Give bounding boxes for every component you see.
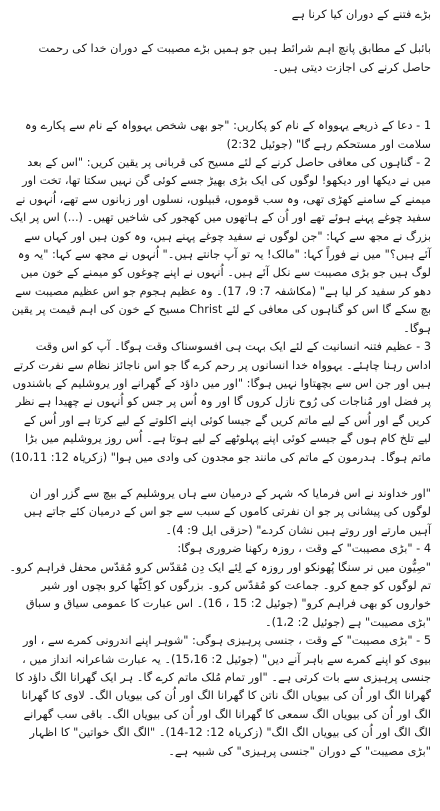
- paragraph-fasting-heading: 4 - "بڑی مصیبت" کے وقت ، روزہ رکھنا ضروری ہوگا:: [177, 542, 431, 556]
- intro-paragraph: بائبل کے مطابق پانچ اہم شرائط ہیں جو ہمیں بڑے مصیبت کے دوران خدا کی رحمت حاصل کرنے کی اجازت دیتی ہیں۔: [38, 42, 431, 74]
- paragraph-mourning: 3 - عظیم فتنہ انسانیت کے لئے ایک بہت ہی افسوسناک وقت ہوگا۔ آپ کو اس وقت اداس رہنا چاہئے۔ یہوواہ خدا انسانوں پر رحم کرے گا جو اس ناجائز نظام سے نفرت کرتے ہیں اور جن اس سے بچھتاوا نہیں ہوگا: "اور میں داؤد کے گھرانے اور یروشلیم کے باشندوں پر فضل اور مُناجات کی رُوح نازل کروں گا اور وہ اُس پر جس کو اُنہوں نے چھیدا ہے نظر کریں گے اور اُس کے لیے ماتم کریں گے جیسا کوئی اپنے اکلوتے کے لیے کرتا ہے اور اُس کے لیے تلخ کام ہوں گے جیسے کوئی اپنے پہلوٹھے کے لیے ہوتا ہے۔ اُس روز یروشلیم میں بڑا ماتم ہوگا۔ ہدرمون کے ماتم کی مانند جو مجدون کی وادی میں ہوا" (زکریاہ 12: 10،11): [10, 340, 431, 464]
- paragraph-fasting-quote: "صِیُّون میں نر سنگا پُھونکو اور روزہ کے لِئے ایک دِن مُقدّس کرو مُقدّس محفل فراہم کرو۔ تم لوگوں کو جمع کرو۔ جماعت کو مُقدّس کرو۔ بزرگوں کو اِکٹّھا کرو بچوں اور شیر خواروں کو بھی فراہم کرو" (جوئیل 2: 15 ، 16)۔ اس عبارت کا عمومی سیاق و سباق "بڑی مصیبت" ہے (جوئیل 2: 1،2)۔: [9, 560, 431, 629]
- paragraph-forgiveness: 2 - گناہوں کی معافی حاصل کرنے کے لئے مسیح کی قربانی پر یقین کریں: "اس کے بعد میں نے دیکھا اور دیکھو! لوگوں کی ایک بڑی بھیڑ جسے کوئی گن نہیں سکتا تھا، تخت اور میمنے کے سامنے کھڑی تھی، وہ سب قوموں، قبیلوں، نسلوں اور زبانوں سے تھے، اُنہوں نے سفید چوغے پہنے ہوئے تھے اور اُن کے ہاتھوں میں کھجور کی شاخیں تھیں۔ (...) اس پر ایک بزرگ نے مجھ سے کہا: "جن لوگوں نے سفید چوغے پہنے ہیں، وہ کون ہیں اور کہاں سے آئے ہیں؟" میں نے فوراً کہا: "مالک! یہ تو آپ جانتے ہیں۔" اُنہوں نے مجھ سے کہا: "یہ وہ لوگ ہیں جو بڑی مصیبت سے نکل آئے ہیں۔ اُنہوں نے اپنے چوغوں کو میمنے کے خون میں دھو کر سفید کر لیا ہے" (مکاشفہ 7: 9، 17)۔ وہ عظیم ہجوم جو اس عظیم مصیبت سے بچ سکے گا اس کو گناہوں کی معافی کے لئے Christ مسیح کے خون کی اہم قیمت پر یقین ہوگا۔: [9, 156, 431, 335]
- paragraph-spacer: [9, 467, 431, 485]
- paragraph-prayer: 1 - دعا کے ذریعے یہوواہ کے نام کو پکاریں: "جو بھی شخص یہوواہ کے نام سے پکارے وہ سلامت اور مستحکم رہے گا" (جوئیل 2:32): [24, 119, 431, 151]
- paragraph-abstinence: 5 - "بڑی مصیبت" کے وقت ، جنسی پرہیزی ہوگی: "شوہر اپنے اندرونی کمرے سے ، اور بیوی کو اپنے کمرے سے باہر آنے دیں" (جوئیل 2: 15،16)۔ یہ عبارت شاعرانہ انداز میں ، جنسی پرہیزی سے بات کرتی ہے۔ "اور تمام مُلک ماتم کرے گا۔ ہر ایک گھرانا الگ داؤد کا گھرانا الگ اور اُن کی بیویاں الگ ناتن کا گھرانا الگ اور اُن کی بیویاں الگ۔ لاوی کا گھرانا الگ اور اُن کی بیویاں الگ سمعی کا گھرانا الگ اور اُن کی بیویاں الگ۔ باقی سب گھرانے الگ الگ اور اُن کی بیویاں الگ الگ" (زکریاہ 12: 12-14)۔ "الگ الگ خواتین" کا اظہار "بڑی مصیبت" کے دوران "جنسی پرہیزی" کی شبیہ ہے۔: [15, 634, 431, 758]
- paragraph-ezekiel-quote: "اور خداوند نے اس فرمایا کہ شہر کے درمیان سے ہاں یروشلیم کے بیچ سے گزر اور ان لوگوں کی پیشانی پر جو ان نفرتی کاموں کے سبب سے جو اس کے درمیان کئے جاتے ہیں آہیں مارتے اور روتے ہیں نشان کردے" (حزقی ایل 9: 4)۔: [23, 486, 431, 537]
- document-title: بڑے فتنے کے دوران کیا کرنا ہے: [291, 8, 431, 21]
